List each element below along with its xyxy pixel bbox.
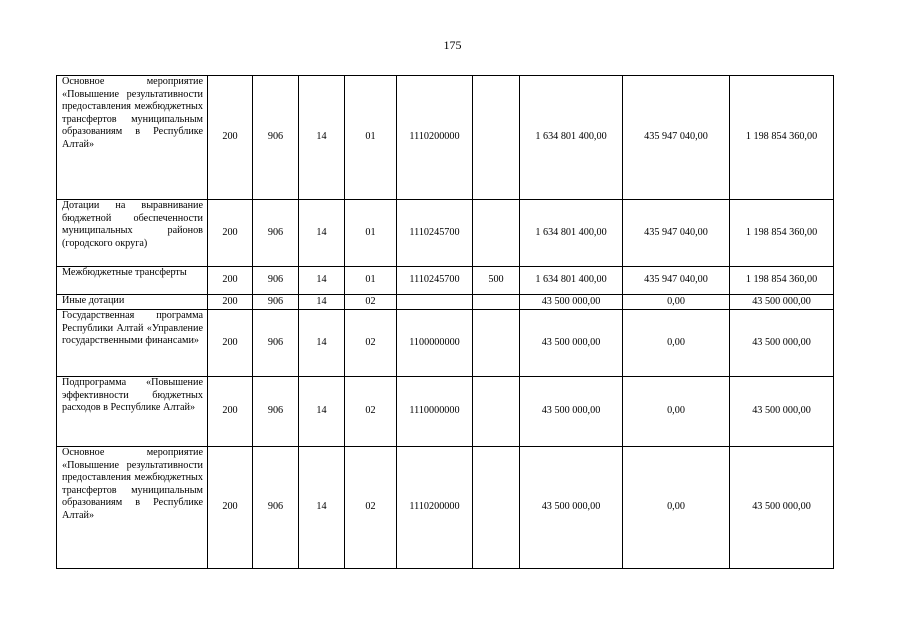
cell-code-2: 906 bbox=[253, 267, 299, 295]
cell-code-3: 14 bbox=[299, 447, 345, 569]
cell-code-6 bbox=[473, 447, 520, 569]
cell-code-5: 1110245700 bbox=[397, 267, 473, 295]
cell-value-2: 435 947 040,00 bbox=[623, 267, 730, 295]
cell-code-1: 200 bbox=[208, 295, 253, 310]
cell-code-4: 02 bbox=[345, 447, 397, 569]
cell-value-1: 1 634 801 400,00 bbox=[520, 200, 623, 267]
cell-value-1: 43 500 000,00 bbox=[520, 377, 623, 447]
cell-value-2: 0,00 bbox=[623, 447, 730, 569]
cell-code-4: 01 bbox=[345, 200, 397, 267]
cell-code-1: 200 bbox=[208, 76, 253, 200]
cell-code-3: 14 bbox=[299, 310, 345, 377]
cell-code-3: 14 bbox=[299, 377, 345, 447]
cell-value-3: 1 198 854 360,00 bbox=[730, 267, 834, 295]
cell-value-1: 43 500 000,00 bbox=[520, 310, 623, 377]
cell-code-5: 1110000000 bbox=[397, 377, 473, 447]
budget-table bbox=[56, 75, 834, 569]
cell-code-5 bbox=[397, 295, 473, 310]
cell-value-2: 0,00 bbox=[623, 310, 730, 377]
cell-value-1: 1 634 801 400,00 bbox=[520, 76, 623, 200]
cell-code-6 bbox=[473, 200, 520, 267]
cell-code-5: 1100000000 bbox=[397, 310, 473, 377]
page-number: 175 bbox=[443, 38, 462, 52]
cell-code-2: 906 bbox=[253, 200, 299, 267]
cell-code-3: 14 bbox=[299, 200, 345, 267]
row-name: Межбюджетные трансферты bbox=[57, 267, 208, 295]
cell-value-1: 43 500 000,00 bbox=[520, 295, 623, 310]
cell-code-3: 14 bbox=[299, 267, 345, 295]
table-row bbox=[57, 310, 834, 377]
row-name: Подпрограмма «Повышение эффективности бюджетных расходов в Республике Алтай» bbox=[57, 377, 208, 447]
cell-value-1: 1 634 801 400,00 bbox=[520, 267, 623, 295]
cell-code-3: 14 bbox=[299, 76, 345, 200]
cell-value-3: 43 500 000,00 bbox=[730, 310, 834, 377]
table-row bbox=[57, 267, 834, 295]
cell-code-2: 906 bbox=[253, 377, 299, 447]
row-name: Дотации на выравнивание бюджетной обеспеченности муниципальных районов (городского округа) bbox=[57, 200, 208, 267]
cell-code-2: 906 bbox=[253, 310, 299, 377]
cell-code-5: 1110200000 bbox=[397, 447, 473, 569]
cell-value-2: 0,00 bbox=[623, 377, 730, 447]
cell-value-2: 0,00 bbox=[623, 295, 730, 310]
table-row bbox=[57, 295, 834, 310]
cell-code-4: 02 bbox=[345, 310, 397, 377]
cell-code-6 bbox=[473, 377, 520, 447]
cell-value-3: 43 500 000,00 bbox=[730, 447, 834, 569]
cell-code-5: 1110245700 bbox=[397, 200, 473, 267]
cell-code-1: 200 bbox=[208, 267, 253, 295]
row-name: Основное мероприятие «Повышение результативности предоставления межбюджетных трансфертов муниципальным образованиям в Республике Алтай» bbox=[57, 76, 208, 200]
cell-code-6: 500 bbox=[473, 267, 520, 295]
cell-code-4: 02 bbox=[345, 295, 397, 310]
cell-value-2: 435 947 040,00 bbox=[623, 76, 730, 200]
cell-code-3: 14 bbox=[299, 295, 345, 310]
cell-value-2: 435 947 040,00 bbox=[623, 200, 730, 267]
table-row bbox=[57, 377, 834, 447]
row-name: Иные дотации bbox=[57, 295, 208, 310]
cell-code-1: 200 bbox=[208, 310, 253, 377]
cell-code-2: 906 bbox=[253, 295, 299, 310]
cell-value-1: 43 500 000,00 bbox=[520, 447, 623, 569]
cell-code-2: 906 bbox=[253, 447, 299, 569]
cell-code-6 bbox=[473, 76, 520, 200]
cell-code-4: 01 bbox=[345, 76, 397, 200]
table-row bbox=[57, 447, 834, 569]
table-row bbox=[57, 76, 834, 200]
cell-code-1: 200 bbox=[208, 200, 253, 267]
cell-code-4: 01 bbox=[345, 267, 397, 295]
cell-code-2: 906 bbox=[253, 76, 299, 200]
cell-code-6 bbox=[473, 310, 520, 377]
cell-value-3: 1 198 854 360,00 bbox=[730, 200, 834, 267]
cell-code-1: 200 bbox=[208, 447, 253, 569]
row-name: Основное мероприятие «Повышение результативности предоставления межбюджетных трансфертов муниципальным образованиям в Республике Алтай» bbox=[57, 447, 208, 569]
cell-value-3: 43 500 000,00 bbox=[730, 295, 834, 310]
cell-code-4: 02 bbox=[345, 377, 397, 447]
cell-code-1: 200 bbox=[208, 377, 253, 447]
cell-value-3: 1 198 854 360,00 bbox=[730, 76, 834, 200]
cell-value-3: 43 500 000,00 bbox=[730, 377, 834, 447]
row-name: Государственная программа Республики Алтай «Управление государственными финансами» bbox=[57, 310, 208, 377]
cell-code-5: 1110200000 bbox=[397, 76, 473, 200]
table-row bbox=[57, 200, 834, 267]
cell-code-6 bbox=[473, 295, 520, 310]
